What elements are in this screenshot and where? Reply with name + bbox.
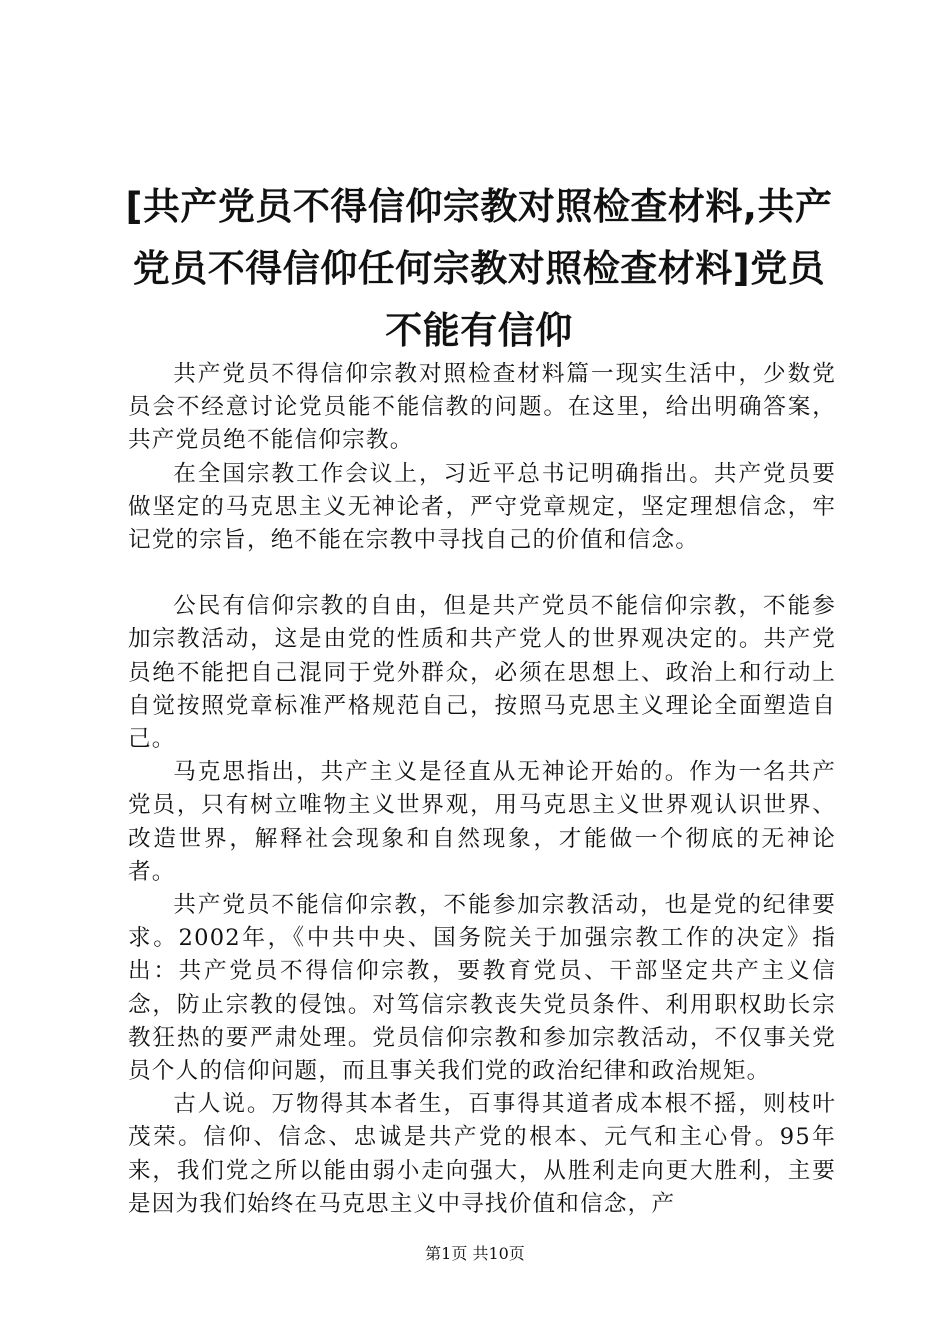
paragraph-spacer	[128, 557, 836, 590]
page-number-footer: 第1页 共10页	[425, 1244, 525, 1263]
paragraph: 共产党员不能信仰宗教，不能参加宗教活动，也是党的纪律要求。2002年，《中共中央、国务院关于加强宗教工作的决定》指出：共产党员不得信仰宗教，要教育党员、干部坚定共产主义信念，防止宗教的侵蚀。对笃信宗教丧失党员条件、利用职权助长宗教狂热的要严肃处理。党员信仰宗教和参加宗教活动，不仅事关党员个人的信仰问题，而且事关我们党的政治纪律和政治规矩。	[128, 892, 836, 1085]
document-title: [共产党员不得信仰宗教对照检查材料,共产党员不得信仰任何宗教对照检查材料]党员不能有信仰	[125, 185, 833, 352]
paragraph: 古人说。万物得其本者生，百事得其道者成本根不摇，则枝叶茂荣。信仰、信念、忠诚是共产党的根本、元气和主心骨。95年来，我们党之所以能由弱小走向强大，从胜利走向更大胜利，主要是因为我们始终在马克思主义中寻找价值和信念，产	[128, 1091, 836, 1217]
document-body	[128, 358, 836, 1221]
paragraph: 在全国宗教工作会议上，习近平总书记明确指出。共产党员要做坚定的马克思主义无神论者，严守党章规定，坚定理想信念，牢记党的宗旨，绝不能在宗教中寻找自己的价值和信念。	[128, 460, 836, 554]
paragraph: 马克思指出，共产主义是径直从无神论开始的。作为一名共产党员，只有树立唯物主义世界观，用马克思主义世界观认识世界、改造世界，解释社会现象和自然现象，才能做一个彻底的无神论者。	[128, 759, 836, 885]
paragraph: 共产党员不得信仰宗教对照检查材料篇一现实生活中，少数党员会不经意讨论党员能不能信教的问题。在这里，给出明确答案，共产党员绝不能信仰宗教。	[128, 361, 836, 454]
paragraph: 公民有信仰宗教的自由，但是共产党员不能信仰宗教，不能参加宗教活动，这是由党的性质和共产党人的世界观决定的。共产党员绝不能把自己混同于党外群众，必须在思想上、政治上和行动上自觉按照党章标准严格规范自己，按照马克思主义理论全面塑造自己。	[128, 593, 836, 753]
